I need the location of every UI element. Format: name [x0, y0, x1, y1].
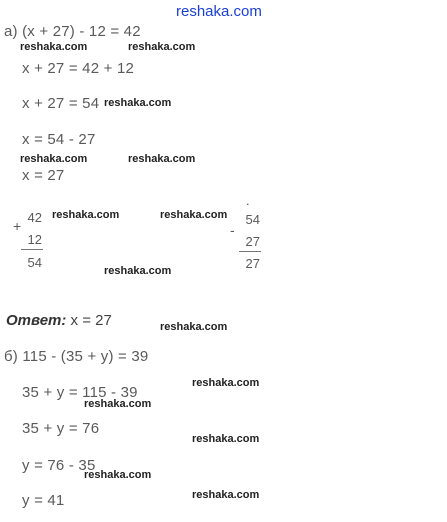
addition-rule — [21, 249, 43, 250]
addition-sign: + — [13, 218, 22, 234]
step-a-3: x = 54 - 27 — [22, 131, 96, 148]
step-a-4: x = 27 — [22, 167, 65, 184]
subtraction-rule — [239, 251, 261, 252]
addition-result: 54 — [27, 255, 42, 270]
watermark: reshaka.com — [104, 97, 172, 109]
subtraction-second: 27 — [245, 234, 260, 249]
watermark: reshaka.com — [52, 209, 120, 221]
problem-b: б) 115 - (35 + y) = 39 — [4, 348, 149, 365]
watermark: reshaka.com — [160, 209, 228, 221]
subtraction-sign: - — [230, 222, 235, 238]
step-a-2: x + 27 = 54 — [22, 95, 100, 112]
addition-second: 12 — [27, 232, 42, 247]
watermark: reshaka.com — [192, 489, 260, 501]
watermark: reshaka.com — [128, 41, 196, 53]
step-b-2: 35 + y = 76 — [22, 420, 100, 437]
addition-top: 42 — [27, 210, 42, 225]
watermark: reshaka.com — [20, 153, 88, 165]
watermark: reshaka.com — [192, 377, 260, 389]
step-b-4: y = 41 — [22, 492, 65, 509]
subtraction-result: 27 — [245, 256, 260, 271]
watermark: reshaka.com — [84, 469, 152, 481]
step-b-1: 35 + y = 115 - 39 — [22, 384, 138, 401]
watermark: reshaka.com — [84, 398, 152, 410]
step-a-1: x + 27 = 42 + 12 — [22, 60, 135, 77]
subtraction-dot: · — [245, 196, 250, 211]
site-title: reshaka.com — [176, 3, 262, 20]
watermark: reshaka.com — [128, 153, 196, 165]
answer-a — [6, 312, 112, 329]
problem-a: а) (x + 27) - 12 = 42 — [4, 23, 141, 40]
watermark: reshaka.com — [104, 265, 172, 277]
watermark: reshaka.com — [192, 433, 260, 445]
watermark: reshaka.com — [160, 321, 228, 333]
watermark: reshaka.com — [20, 41, 88, 53]
answer-value: x = 27 — [70, 312, 112, 329]
subtraction-top: 54 — [245, 212, 260, 227]
answer-label: Ответ: — [6, 312, 67, 329]
step-b-3: y = 76 - 35 — [22, 457, 96, 474]
